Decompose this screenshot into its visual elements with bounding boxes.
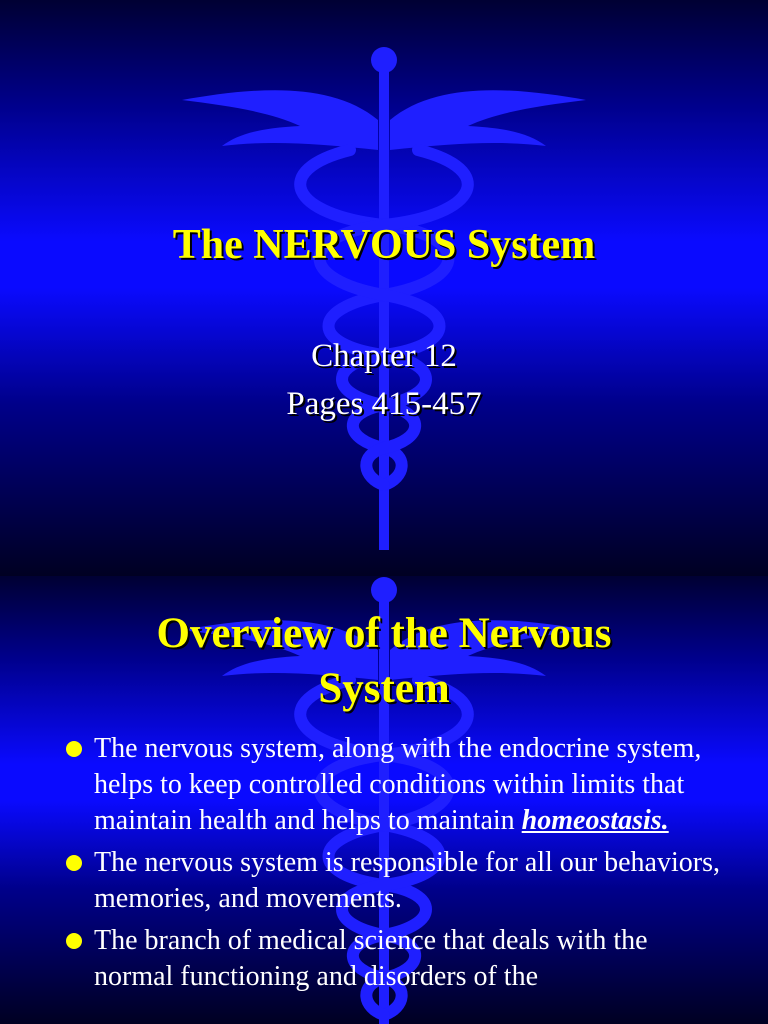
pages-label: Pages 415-457 <box>286 386 482 422</box>
slide-title: The NERVOUS System <box>172 222 596 268</box>
emphasized-term: homeostasis. <box>521 805 669 836</box>
bullet-item <box>64 731 724 839</box>
bullet-text: The nervous system is responsible for all our behaviors, memories, and movements. <box>94 847 720 914</box>
title-line-2: System <box>318 665 450 712</box>
bullet-list <box>64 731 724 1001</box>
chapter-label: Chapter 12 <box>311 338 457 374</box>
overview-slide <box>0 576 768 1024</box>
slide-subtitle <box>0 332 768 428</box>
title-line-1: Overview of the Nervous <box>156 610 612 657</box>
bullet-text: The nervous system, along with the endocrine system, helps to keep controlled conditions within limits that maintain health and helps to maintain <box>94 733 702 836</box>
bullet-item <box>64 923 724 995</box>
bullet-item <box>64 845 724 917</box>
bullet-dot-icon <box>66 855 82 871</box>
bullet-dot-icon <box>66 741 82 757</box>
bullet-text: The branch of medical science that deals with the normal functioning and disorders of the <box>94 925 648 992</box>
slide-title <box>0 606 768 716</box>
bullet-dot-icon <box>66 933 82 949</box>
